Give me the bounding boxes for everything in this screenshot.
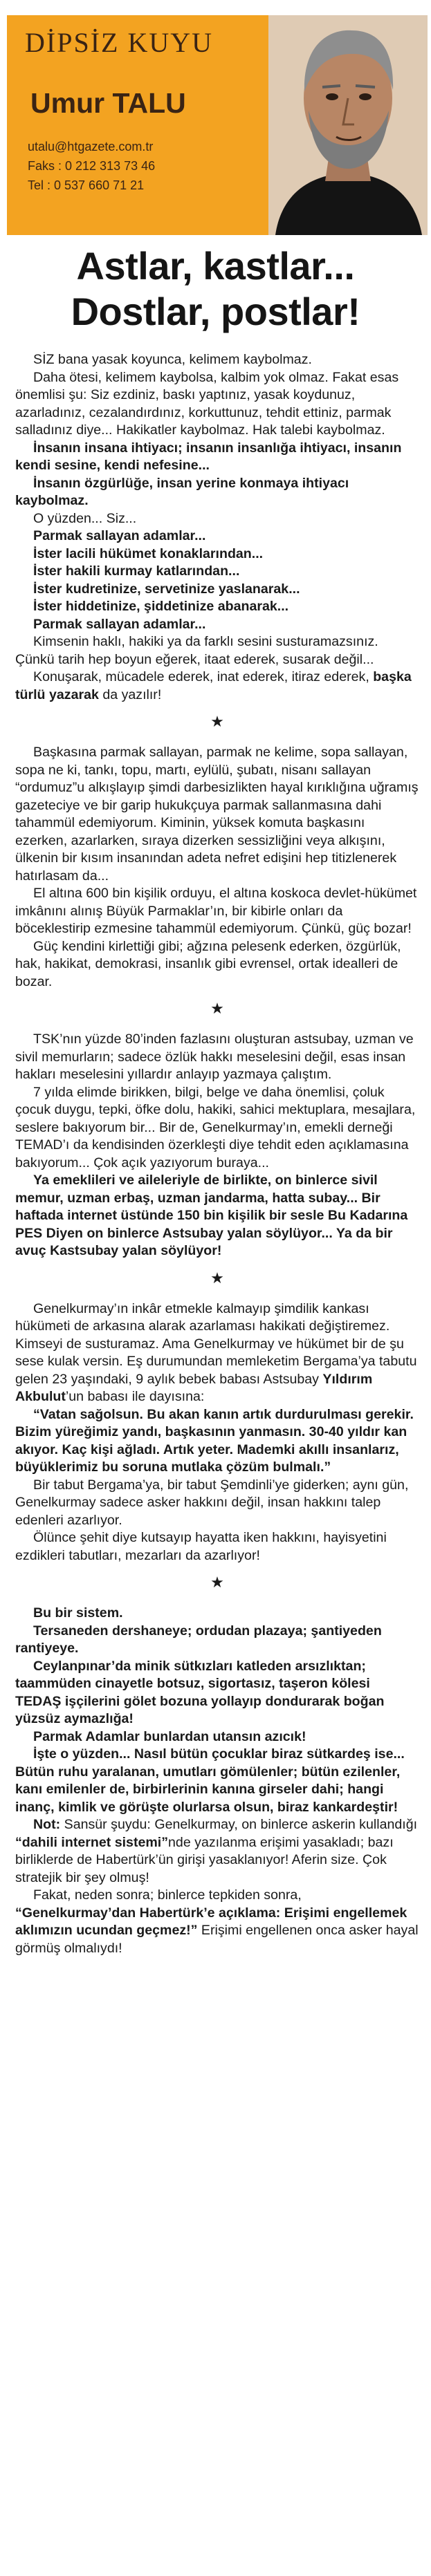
- paragraph: [15, 1605, 419, 1623]
- text-run: El altına 600 bin kişilik orduyu, el altına koskoca devlet-hükümet imkânını alınış Büyük Parmaklar’ın, bir kibirle onları da böceklestirip ezmesine tahammül edemiyorum. Çünkü, güç bozar!: [15, 886, 417, 936]
- column-header-banner: [7, 15, 428, 235]
- paragraph: [15, 938, 419, 991]
- text-run: Not:: [33, 1817, 64, 1832]
- paragraph: [15, 885, 419, 938]
- column-brand: DİPSİZ KUYU: [25, 27, 213, 58]
- text-run: Ya emeklileri ve aileleriyle de birlikte, on binlerce sivil memur, uzman erbaş, uzman jandarma, hatta subay... Bir haftada internet üstünde 150 bin kişilik bir sesle Bu Kadarına PES Diyen on binlerce Astsubay yalan söylüyor... Ya da bir avuç Kastsubay yalan söylüyor!: [15, 1173, 408, 1258]
- paragraph: [15, 1887, 419, 1957]
- text-run: başka türlü yazarak: [15, 669, 412, 702]
- paragraph: [15, 744, 419, 885]
- paragraph: [15, 616, 419, 634]
- paragraph: [15, 1816, 419, 1887]
- section-divider-star: ★: [210, 1000, 224, 1017]
- text-run: “Genelkurmay’dan Habertürk’e açıklama: Erişimi engellemek aklımızın ucundan geçmez!”: [15, 1905, 407, 1938]
- paragraph: [15, 440, 419, 475]
- author-name: Umur TALU: [30, 87, 186, 119]
- text-run: İşte o yüzden... Nasıl bütün çocuklar biraz sütkardeş ise... Bütün ruhu yaralanan, umutları gömülenler; bütün ezilenler, kanı emilenler de, birbirlerinin kanına girseler dahi; hangi inanç, kimlik ve görüşte olurlarsa olsun, biraz kankardeştir!: [15, 1746, 405, 1815]
- headline-line-1: Astlar, kastlar...: [76, 244, 355, 288]
- section-divider-star: ★: [210, 713, 224, 730]
- paragraph: [15, 1728, 419, 1746]
- paragraph: [15, 581, 419, 599]
- text-run: Bu bir sistem.: [33, 1605, 123, 1621]
- author-email[interactable]: utalu@htgazete.com.tr: [28, 140, 154, 153]
- text-run: Ölünce şehit diye kutsayıp hayatta iken hakkını, hayisyetini ezdikleri tabutları, mezarları da azarlıyor!: [15, 1530, 387, 1563]
- text-run: Bir tabut Bergama’ya, bir tabut Şemdinli’ye giderken; aynı gün, Genelkurmay sadece asker hakkını değil, insan hakkını talep edenleri azarlıyor.: [15, 1477, 409, 1528]
- paragraph: [15, 1529, 419, 1565]
- text-run: İster lacili hükümet konaklarından...: [33, 545, 264, 561]
- text-run: “dahili internet sistemi”: [15, 1834, 169, 1850]
- paragraph: [15, 669, 419, 704]
- text-run: nde yazılanma erişimi yasakladı; bazı birliklerde de Habertürk’ün girişi yasaklanıyor! Aferin size. Çok stratejik bir şey olmuş!: [15, 1834, 394, 1885]
- text-run: TSK’nın yüzde 80’inden fazlasını oluşturan astsubay, uzman ve sivil memurların; sadece özlük hakkı meselesini değil, esas insan hakları meselesini yıllardır anlayıp yazmaya çalıştım.: [15, 1032, 414, 1082]
- text-run: Güç kendini kirlettiği gibi; ağzına pelesenk ederken, özgürlük, hak, hakikat, demokrasi, insanlık gibi evrensel, ortak idealleri de bozar.: [15, 938, 401, 989]
- section-divider-star: ★: [210, 1574, 224, 1591]
- text-run: İnsanın insana ihtiyacı; insanın insanlığa ihtiyacı, insanın kendi sesine, kendi nefesine...: [15, 440, 402, 473]
- text-run: 7 yılda elimde birikken, bilgi, belge ve daha önemlisi, çoluk çocuk duygu, tepki, öfke dolu, hakiki, sahici mektuplara, mesajlara, seslere bakıyorum bir... Bir de, Genelkurmay’ın, emekli derneği TEMAD’ı da kendisinden özerkleşti diye tehdit eden açıklamasına bakıyorum... Çok açık yazıyorum buraya...: [15, 1084, 416, 1170]
- paragraph: [15, 369, 419, 440]
- paragraph: [15, 510, 419, 528]
- paragraph: [15, 1658, 419, 1728]
- paragraph: [15, 351, 419, 369]
- text-run: “Vatan sağolsun. Bu akan kanın artık durdurulması gerekir. Bizim yüreğimiz yandı, başkasının yanmasın. 30-40 yıldır kan akıyor. Kaç kişi ağladı. Artık yeter. Mademki akıllı insanlarız, büyüklerimiz bu soruna mutlaka çözüm bulmalı.”: [15, 1406, 414, 1475]
- author-phone: Tel : 0 537 660 71 21: [28, 178, 145, 192]
- paragraph: [15, 475, 419, 510]
- text-run: Daha ötesi, kelimem kaybolsa, kalbim yok olmaz. Fakat esas önemlisi şu: Siz ezdiniz, baskı yaptınız, yasak koydunuz, azarladınız, cezalandırdınız, korkuttunuz, tehdit ettiniz, parmak salladınız diye... Hakikatler kaybolmaz. Hak talebi kaybolmaz.: [15, 369, 399, 438]
- paragraph: [15, 563, 419, 581]
- paragraph: [15, 1031, 419, 1084]
- text-run: İnsanın özgürlüğe, insan yerine konmaya ihtiyacı kaybolmaz.: [15, 475, 349, 508]
- text-run: O yüzden... Siz...: [33, 510, 137, 526]
- text-run: İster hakili kurmay katlarından...: [33, 563, 240, 579]
- author-fax: Faks : 0 212 313 73 46: [28, 159, 156, 173]
- paragraph: [15, 1623, 419, 1658]
- text-run: Genelkurmay’ın inkâr etmekle kalmayıp şimdilik kankası hükümeti de arkasına alarak azarlaması hakikati değiştiremez. Kimseyi de susturamaz. Ama Genelkurmay ve hükümet bir de şu sese kulak versin. Eş durumundan memleketim Bergama’ya tabutu gelen 23 yaşındaki, 9 aylık bebek babası Astsubay: [15, 1300, 417, 1387]
- text-run: Konuşarak, mücadele ederek, inat ederek, itiraz ederek,: [33, 669, 374, 684]
- author-contact: [28, 137, 155, 195]
- paragraph: [15, 1746, 419, 1816]
- author-photo: [268, 15, 428, 235]
- text-run: ’un babası ile dayısına:: [65, 1389, 205, 1404]
- text-run: Parmak sallayan adamlar...: [33, 616, 206, 632]
- paragraph: [15, 1172, 419, 1260]
- text-run: Parmak sallayan adamlar...: [33, 528, 206, 543]
- paragraph: [15, 598, 419, 616]
- text-run: Tersaneden dershaneye; ordudan plazaya; şantiyeden rantiyeye.: [15, 1623, 382, 1656]
- paragraph: [15, 1300, 419, 1406]
- paragraph: [15, 1406, 419, 1477]
- paragraph: [15, 1477, 419, 1530]
- article-body: [15, 351, 419, 1957]
- text-run: Fakat, neden sonra; binlerce tepkiden sonra,: [33, 1887, 302, 1903]
- text-run: İster kudretinize, servetinize yaslanarak...: [33, 581, 300, 597]
- text-run: Kimsenin haklı, hakiki ya da farklı sesini susturamazsınız. Çünkü tarih hep boyun eğerek, itaat ederek, susarak değil...: [15, 634, 378, 667]
- paragraph: [15, 528, 419, 545]
- text-run: Başkasına parmak sallayan, parmak ne kelime, sopa sallayan, sopa ne ki, tankı, topu, martı, eylülü, şubatı, nisanı sallayan “ordumuz”u alkışlayıp şimdi darbesizlikten hayal kırıklığına uğramış gazeteciye ve bir garip hukukçuya parmak sallanmasına dahi tahammül edemiyorum. Kiminin, yüksek komuta başkasını ezerken, azarlarken, sıraya dizerken sessizliğini veya alkışını, ülkenin bir kısım insanından adeta nefret edişini hep titizlenerek hatırlasam da...: [15, 745, 419, 884]
- text-run: SİZ bana yasak koyunca, kelimem kaybolmaz.: [33, 352, 312, 367]
- headline-line-2: Dostlar, postlar!: [71, 290, 360, 333]
- text-run: Sansür şuydu: Genelkurmay, on binlerce askerin kullandığı: [64, 1817, 418, 1832]
- text-run: Yıldırım Akbulut: [15, 1371, 373, 1404]
- paragraph: [15, 1084, 419, 1173]
- text-run: Erişimi engellenen onca asker hayal görmüş olmalıydı!: [15, 1923, 419, 1956]
- text-run: Parmak Adamlar bunlardan utansın azıcık!: [33, 1728, 306, 1744]
- section-divider-star: ★: [210, 1269, 224, 1287]
- paragraph: [15, 545, 419, 563]
- text-run: Ceylanpınar’da minik sütkızları katleden arsızlıktan; taammüden cinayetle botsuz, sigortasız, taşeron kölesi TEDAŞ işçilerini gölet bozuna yollayıp dondurarak boğan yüzsüz aymazlığa!: [15, 1658, 385, 1726]
- text-run: da yazılır!: [98, 687, 162, 702]
- text-run: İster hiddetinize, şiddetinize abanarak...: [33, 599, 289, 614]
- paragraph: [15, 633, 419, 669]
